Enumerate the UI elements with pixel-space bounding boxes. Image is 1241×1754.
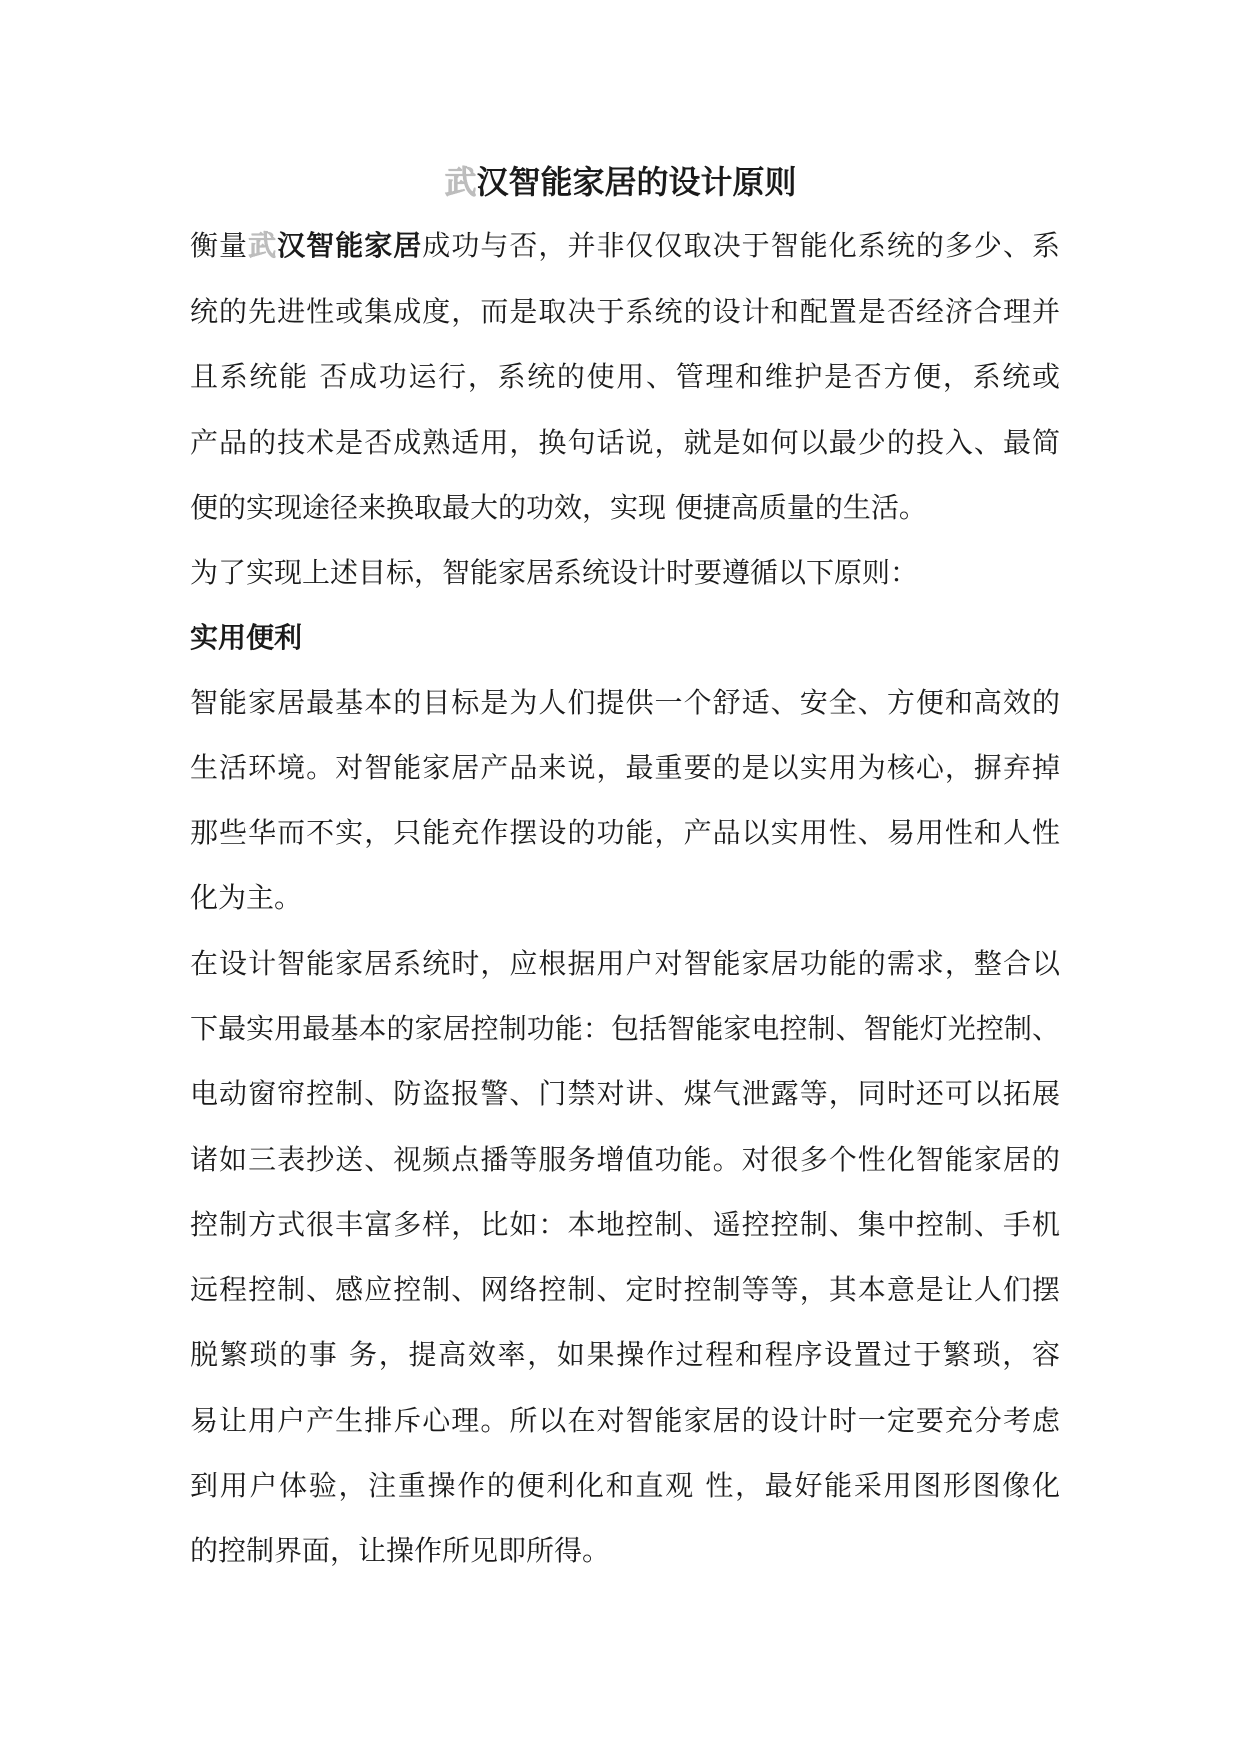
paragraph-1-line-4: 产品的技术是否成熟适用，换句话说，就是如何以最少的投入、最简 xyxy=(190,426,1060,459)
paragraph-1-line-1 xyxy=(190,226,1060,266)
document-title xyxy=(0,160,1241,204)
paragraph-3-line-2: 生活环境。对智能家居产品来说，最重要的是以实用为核心，摒弃掉 xyxy=(190,751,1060,784)
paragraph-4-line-1: 在设计智能家居系统时，应根据用户对智能家居功能的需求，整合以 xyxy=(190,947,1060,980)
paragraph-4-line-3: 电动窗帘控制、防盗报警、门禁对讲、煤气泄露等，同时还可以拓展 xyxy=(190,1077,1060,1110)
paragraph-1-line-1-text: 成功与否，并非仅仅取决于智能化系统的多少、系 xyxy=(422,229,1060,262)
section-heading-practical: 实用便利 xyxy=(190,621,303,654)
paragraph-1-lead-bold xyxy=(248,229,422,262)
paragraph-1-line-2: 统的先进性或集成度，而是取决于系统的设计和配置是否经济合理并 xyxy=(190,295,1060,328)
paragraph-3-line-1: 智能家居最基本的目标是为人们提供一个舒适、安全、方便和高效的 xyxy=(190,686,1060,719)
paragraph-4-line-4: 诸如三表抄送、视频点播等服务增值功能。对很多个性化智能家居的 xyxy=(190,1143,1060,1176)
paragraph-1-lead-prefix: 衡量 xyxy=(190,229,249,262)
paragraph-4-line-9: 到用户体验，注重操作的便利化和直观 性，最好能采用图形图像化 xyxy=(190,1469,1060,1502)
paragraph-4-line-6: 远程控制、感应控制、网络控制、定时控制等等，其本意是让人们摆 xyxy=(190,1273,1060,1306)
paragraph-1-lead-bold-text: 汉智能家居 xyxy=(277,229,423,262)
paragraph-1-lead-wu: 武 xyxy=(248,229,278,262)
paragraph-1-line-3: 且系统能 否成功运行，系统的使用、管理和维护是否方便，系统或 xyxy=(190,360,1060,393)
paragraph-4-line-7: 脱繁琐的事 务，提高效率，如果操作过程和程序设置过于繁琐，容 xyxy=(190,1338,1060,1371)
paragraph-1-line-5: 便的实现途径来换取最大的功效，实现 便捷高质量的生活。 xyxy=(190,491,927,524)
title-text: 汉智能家居的设计原则 xyxy=(476,163,797,201)
paragraph-4-line-8: 易让用户产生排斥心理。所以在对智能家居的设计时一定要充分考虑 xyxy=(190,1404,1060,1437)
title-prefix-char: 武 xyxy=(444,163,477,201)
paragraph-3-line-3: 那些华而不实，只能充作摆设的功能，产品以实用性、易用性和人性 xyxy=(190,816,1060,849)
paragraph-2: 为了实现上述目标，智能家居系统设计时要遵循以下原则： xyxy=(190,556,919,589)
paragraph-4-line-10: 的控制界面，让操作所见即所得。 xyxy=(190,1534,611,1567)
paragraph-4-line-2: 下最实用最基本的家居控制功能：包括智能家电控制、智能灯光控制、 xyxy=(190,1012,1060,1045)
paragraph-3-line-4: 化为主。 xyxy=(190,881,303,914)
paragraph-4-line-5: 控制方式很丰富多样，比如：本地控制、遥控控制、集中控制、手机 xyxy=(190,1208,1060,1241)
